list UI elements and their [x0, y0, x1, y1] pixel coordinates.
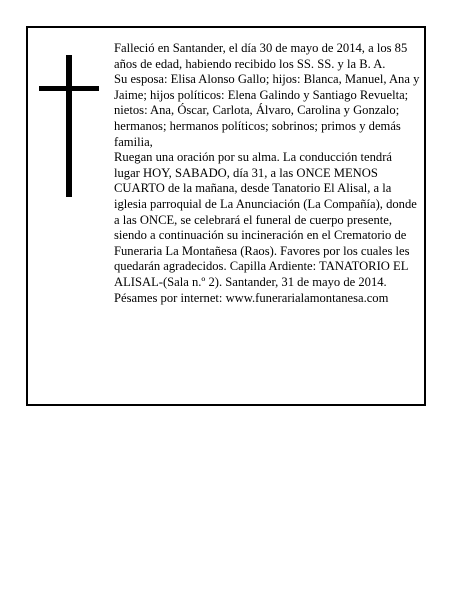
obituary-notice	[26, 26, 426, 406]
cross-icon	[39, 55, 99, 197]
family-list: Su esposa: Elisa Alonso Gallo; hijos: Blanca, Manuel, Ana y Jaime; hijos políticos: Elena Galindo y Santiago Revuelta; nietos: Ana, Óscar, Carlota, Álvaro, Carolina y Gonzalo; hermanos; hermanos políticos; sobrinos; primos y demás familia,	[114, 72, 420, 149]
funeral-details: Ruegan una oración por su alma. La conducción tendrá lugar HOY, SABADO, día 31, a las ONCE MENOS CUARTO de la mañana, desde Tanatorio El Alisal, a la iglesia parroquial de La Anunciación (La Compañía), donde a las ONCE, se celebrará el funeral de cuerpo presente, siendo a continuación su incineración en el Crematorio de Funeraria La Montañesa (Raos). Favores por los cuales les quedarán agradecidos. Capilla Ardiente: TANATORIO EL ALISAL-(Sala n.º 2). Santander, 31 de mayo de 2014. Pésames por internet: www.funerarialamontanesa.com	[114, 150, 417, 305]
cross-vertical-bar	[66, 55, 72, 197]
cross-horizontal-bar	[39, 86, 99, 91]
notice-text	[114, 41, 420, 306]
death-announcement: Falleció en Santander, el día 30 de mayo de 2014, a los 85 años de edad, habiendo recibido los SS. SS. y la B. A.	[114, 41, 408, 71]
